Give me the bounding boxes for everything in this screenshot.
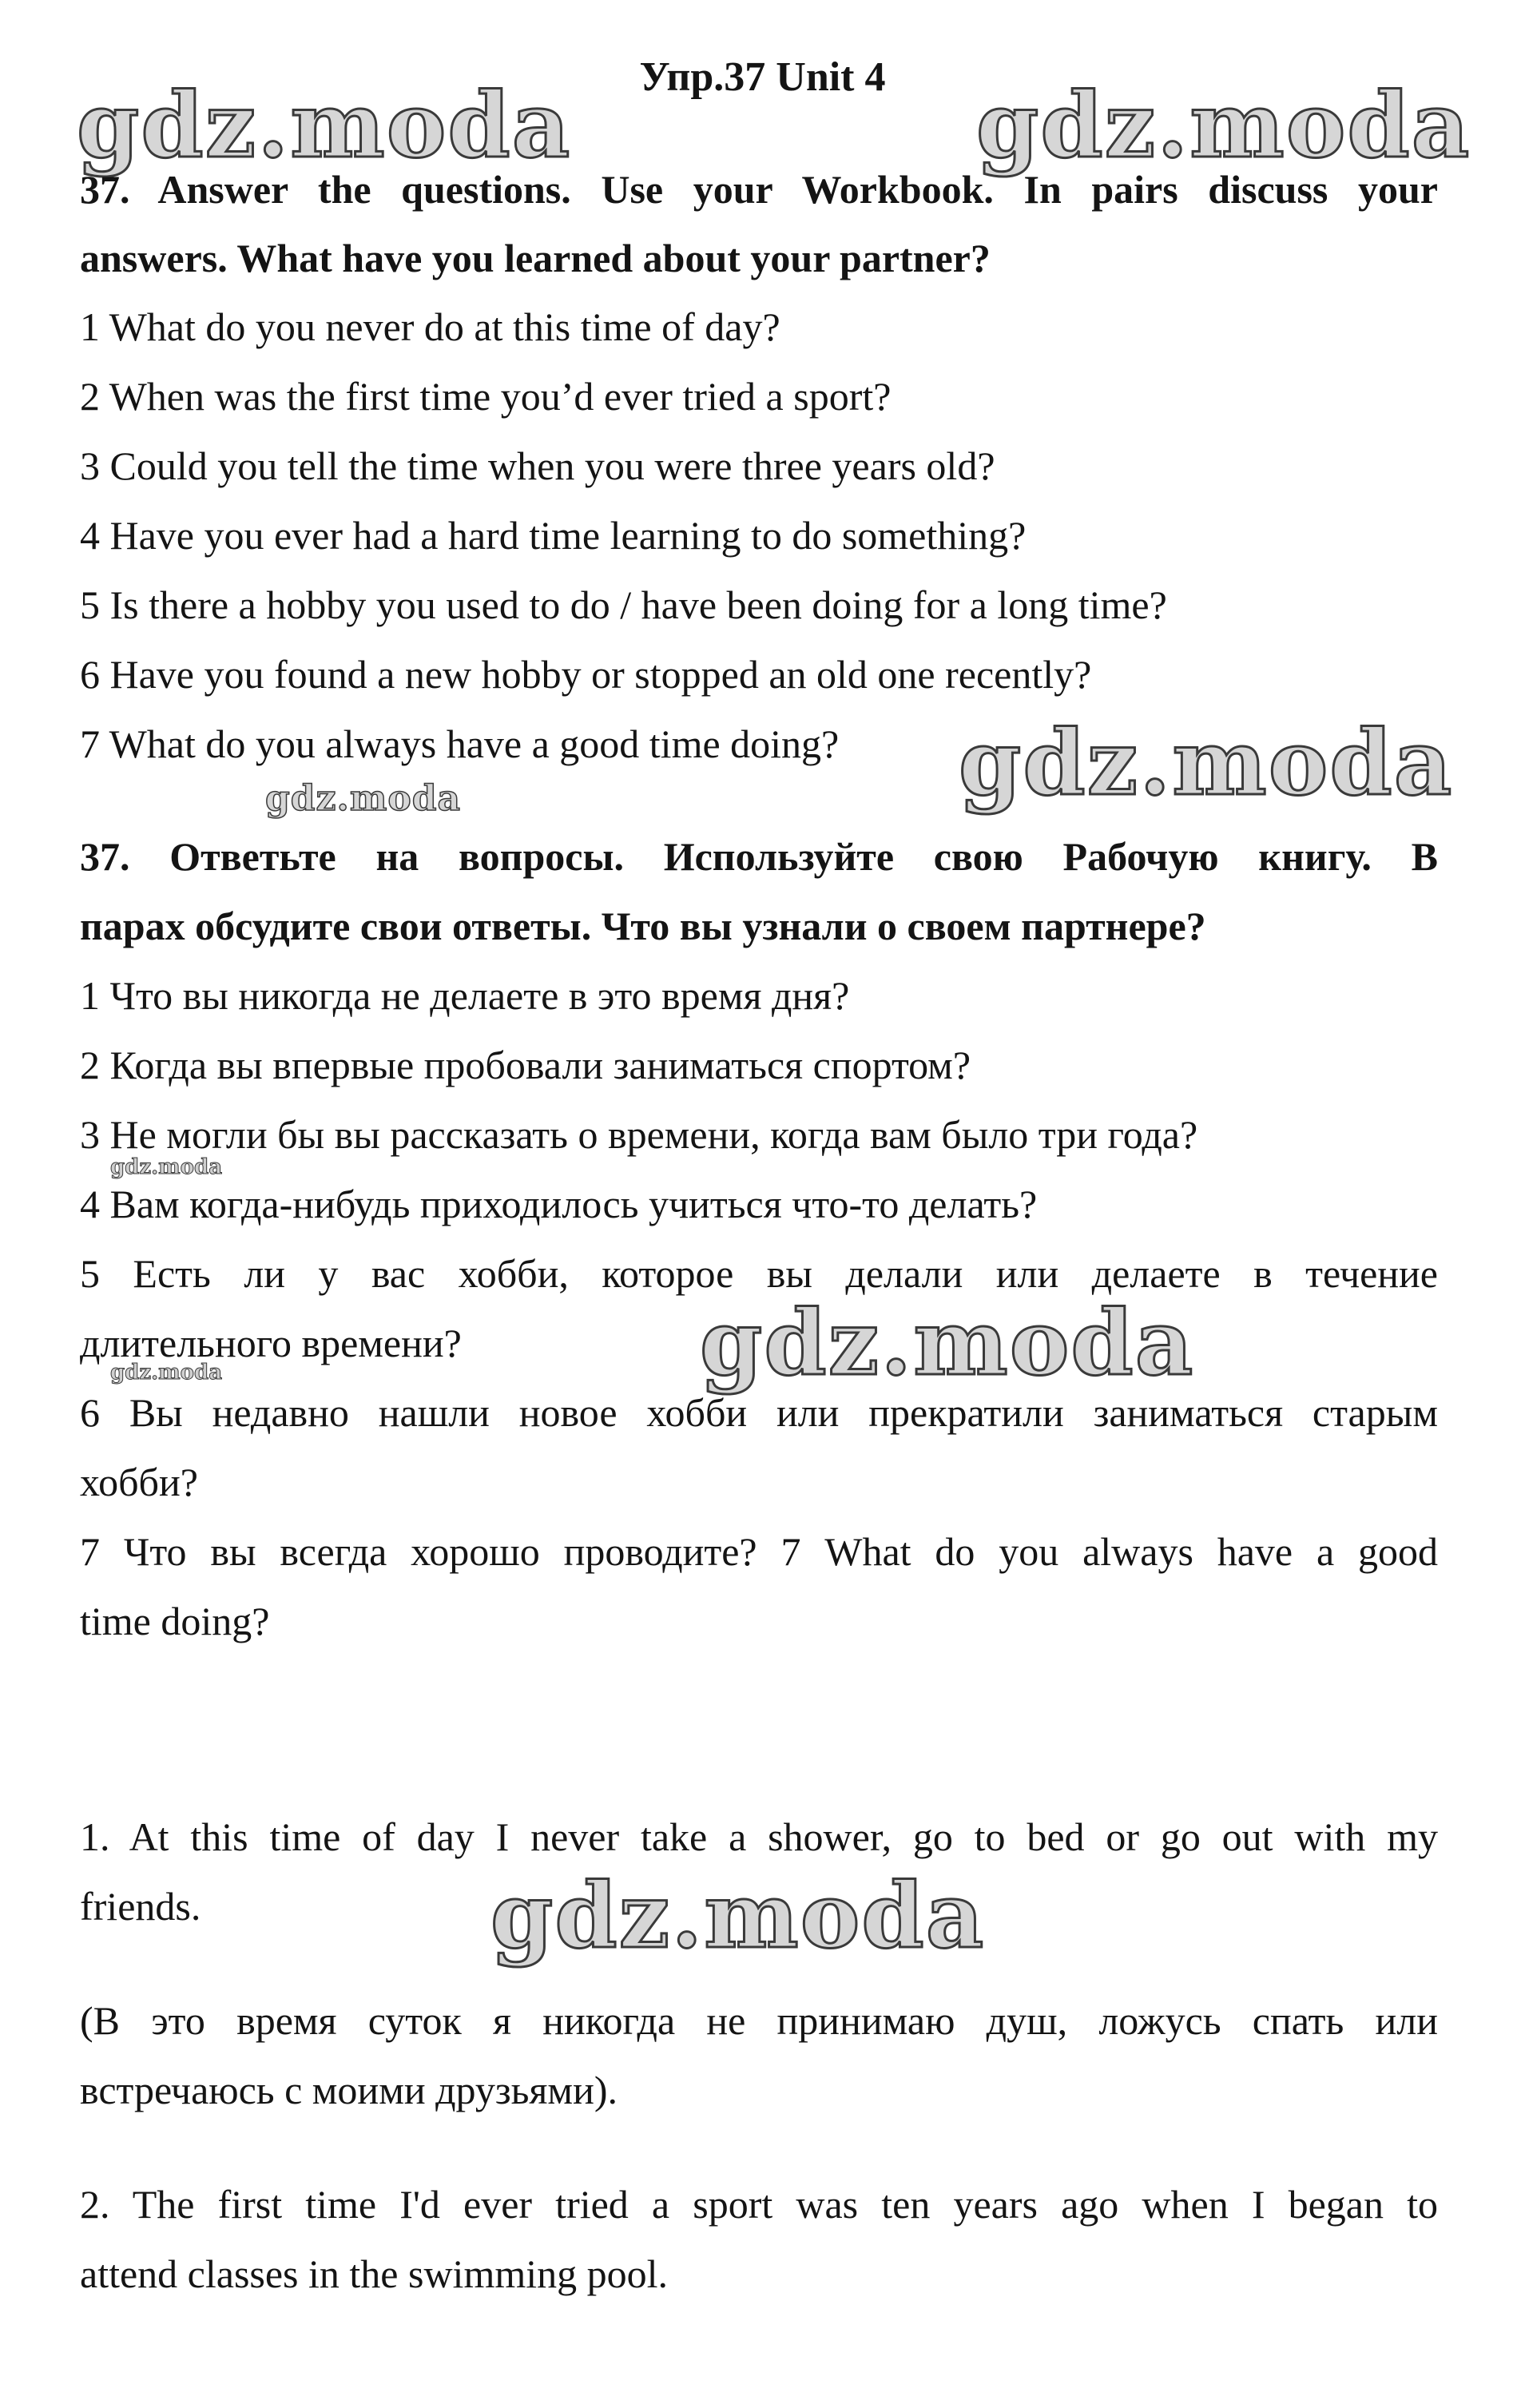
watermark-logo: gdz.moda (265, 778, 462, 819)
question-en: 5 Is there a hobby you used to do / have been doing for a long time? (80, 582, 1167, 627)
answer-en: 1. At this time of day I never take a shower, go to bed or go out with my (80, 1814, 1438, 1859)
question-en: 7 What do you always have a good time doing? (80, 721, 840, 766)
question-ru: хобби? (80, 1460, 198, 1504)
task-ru-line: 37. Ответьте на вопросы. Используйте свою Рабочую книгу. В (80, 834, 1438, 879)
question-ru: time doing? (80, 1599, 270, 1643)
question-ru: 5 Есть ли у вас хобби, которое вы делали или делаете в течение (80, 1251, 1438, 1296)
question-en: 1 What do you never do at this time of day? (80, 304, 780, 349)
task-en-line: 37. Answer the questions. Use your Workbook. In pairs discuss your (80, 167, 1438, 212)
question-ru: 6 Вы недавно нашли новое хобби или прекратили заниматься старым (80, 1390, 1438, 1435)
watermark-logo: gdz.moda (959, 711, 1454, 816)
question-en: 2 When was the first time you’d ever tried a sport? (80, 374, 892, 419)
question-ru: 4 Вам когда-нибудь приходилось учиться что-то делать? (80, 1182, 1038, 1226)
question-ru: длительного времени? (80, 1321, 462, 1365)
question-ru: 3 Не могли бы вы рассказать о времени, когда вам было три года? (80, 1112, 1198, 1157)
watermark-logo: gdz.moda (110, 1155, 223, 1179)
watermark-logo: gdz.moda (700, 1291, 1195, 1396)
task-en-line: answers. What have you learned about your partner? (80, 236, 991, 280)
question-ru: 2 Когда вы впервые пробовали заниматься спортом? (80, 1043, 971, 1087)
task-ru-line: парах обсудите свои ответы. Что вы узнали о своем партнере? (80, 904, 1206, 948)
question-en: 6 Have you found a new hobby or stopped an old one recently? (80, 652, 1092, 697)
answer-en: friends. (80, 1884, 201, 1929)
answer-en: attend classes in the swimming pool. (80, 2251, 669, 2296)
answer-en: 2. The first time I'd ever tried a sport was ten years ago when I began to (80, 2182, 1438, 2227)
watermark-logo: gdz.moda (490, 1864, 986, 1969)
answer-ru: (В это время суток я никогда не принимаю душ, ложусь спать или (80, 1998, 1438, 2043)
question-ru: 7 Что вы всегда хорошо проводите? 7 What do you always have a good (80, 1529, 1438, 1574)
answer-ru: встречаюсь с моими друзьями). (80, 2068, 618, 2112)
watermark-logo: gdz.moda (77, 74, 572, 178)
question-ru: 1 Что вы никогда не делаете в это время дня? (80, 973, 850, 1018)
watermark-logo: gdz.moda (110, 1361, 223, 1385)
watermark-logo: gdz.moda (976, 74, 1471, 178)
question-en: 4 Have you ever had a hard time learning to do something? (80, 513, 1027, 558)
question-en: 3 Could you tell the time when you were three years old? (80, 443, 995, 488)
page-heading: Упр.37 Unit 4 (639, 54, 886, 100)
